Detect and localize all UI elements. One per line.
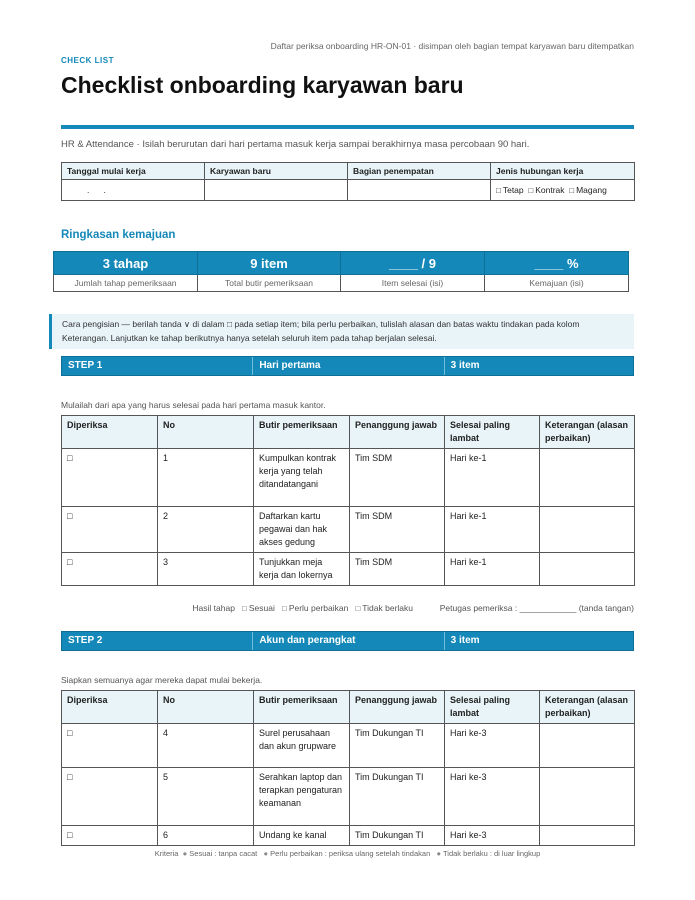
- step-1-label: STEP 1: [62, 357, 253, 375]
- row-deadline: Hari ke-3: [445, 826, 540, 846]
- checkbox-icon: □: [528, 186, 534, 195]
- row-checkbox[interactable]: □: [62, 768, 158, 826]
- summary-completed-label: Item selesai (isi): [341, 275, 485, 292]
- row-deadline: Hari ke-3: [445, 768, 540, 826]
- employment-type-tetap-label: Tetap: [502, 185, 524, 195]
- step-1-count: 3 item: [450, 360, 480, 371]
- summary-stage-count: 3 tahap: [54, 252, 198, 275]
- criteria-label: Kriteria: [154, 849, 179, 858]
- row-number: 6: [158, 826, 254, 846]
- criteria-item-sesuai: Sesuai : tanpa cacat: [189, 849, 258, 858]
- summary-progress-field[interactable]: ____ %: [485, 252, 629, 275]
- col-header-deadline: Selesai paling lambat: [445, 416, 540, 449]
- row-item: Daftarkan kartu pegawai dan hak akses gedung: [254, 507, 350, 553]
- checkbox-icon: □: [496, 186, 501, 195]
- row-deadline: Hari ke-1: [445, 507, 540, 553]
- col-header-note: Keterangan (alasan perbaikan): [540, 416, 635, 449]
- checkbox-icon: □: [569, 186, 575, 195]
- employee-info-table: [61, 162, 635, 201]
- row-checkbox[interactable]: □: [62, 507, 158, 553]
- employment-type-magang-option[interactable]: [569, 185, 607, 195]
- criteria-footer: [0, 849, 695, 858]
- row-owner: Tim Dukungan TI: [350, 826, 445, 846]
- col-header-checked: Diperiksa: [62, 691, 158, 724]
- result-label: Hasil tahap: [192, 603, 235, 613]
- page-subtitle: HR & Attendance · Isilah berurutan dari hari pertama masuk kerja sampai berakhirnya masa percobaan 90 hari.: [61, 139, 530, 150]
- table-row: [62, 768, 635, 826]
- result-option-sesuai[interactable]: [242, 603, 275, 613]
- checkbox-icon: □: [355, 604, 361, 613]
- instructions-note: Cara pengisian — berilah tanda ∨ di dalam □ pada setiap item; bila perlu perbaikan, tulislah alasan dan batas waktu tindakan pada kolom Keterangan. Lanjutkan ke tahap berikutnya hanya setelah seluruh item pada tahap berjalan selesai.: [49, 314, 634, 349]
- col-header-no: No: [158, 416, 254, 449]
- bullet-icon: ●: [182, 849, 188, 858]
- row-item: Kumpulkan kontrak kerja yang telah ditandatangani: [254, 449, 350, 507]
- row-note-field[interactable]: [540, 449, 635, 507]
- row-checkbox[interactable]: □: [62, 553, 158, 586]
- row-note-field[interactable]: [540, 553, 635, 586]
- summary-item-count: 9 item: [198, 252, 341, 275]
- checkbox-icon: □: [242, 604, 247, 613]
- row-item: Surel perusahaan dan akun grupware: [254, 724, 350, 768]
- step-1-name: Hari pertama: [253, 357, 444, 375]
- employment-type-magang-label: Magang: [576, 185, 607, 195]
- step-2-label: STEP 2: [62, 632, 253, 650]
- table-row: [62, 826, 635, 846]
- employee-name-field[interactable]: [205, 180, 348, 201]
- progress-summary-table: [53, 251, 629, 292]
- row-number: 5: [158, 768, 254, 826]
- employment-type-kontrak-label: Kontrak: [535, 185, 565, 195]
- step-2-name: Akun dan perangkat: [253, 632, 444, 650]
- table-row: [62, 449, 635, 507]
- row-owner: Tim Dukungan TI: [350, 768, 445, 826]
- row-note-field[interactable]: [540, 826, 635, 846]
- row-deadline: Hari ke-3: [445, 724, 540, 768]
- row-note-field[interactable]: [540, 768, 635, 826]
- start-date-value: . .: [87, 185, 106, 195]
- title-rule: [61, 125, 634, 129]
- col-header-note: Keterangan (alasan perbaikan): [540, 691, 635, 724]
- row-number: 1: [158, 449, 254, 507]
- row-deadline: Hari ke-1: [445, 449, 540, 507]
- start-date-field[interactable]: [62, 180, 205, 201]
- department-field[interactable]: [348, 180, 491, 201]
- col-header-owner: Penanggung jawab: [350, 416, 445, 449]
- eyebrow-label: CHECK LIST: [61, 56, 114, 65]
- table-row: [62, 553, 635, 586]
- row-number: 2: [158, 507, 254, 553]
- row-number: 4: [158, 724, 254, 768]
- table-row: [62, 724, 635, 768]
- criteria-item-perlu-perbaikan: Perlu perbaikan : periksa ulang setelah tindakan: [270, 849, 431, 858]
- summary-completed-field[interactable]: ____ / 9: [341, 252, 485, 275]
- result-option-perlu-perbaikan-label: Perlu perbaikan: [288, 603, 349, 613]
- col-header-item: Butir pemeriksaan: [254, 691, 350, 724]
- row-owner: Tim SDM: [350, 449, 445, 507]
- step-2-count: 3 item: [450, 635, 480, 646]
- result-option-sesuai-label: Sesuai: [248, 603, 275, 613]
- step-1-header: [61, 356, 634, 376]
- page-title: Checklist onboarding karyawan baru: [61, 72, 464, 98]
- col-header-owner: Penanggung jawab: [350, 691, 445, 724]
- result-option-tidak-berlaku-label: Tidak berlaku: [362, 603, 414, 613]
- step-2-description: Siapkan semuanya agar mereka dapat mulai bekerja.: [61, 675, 263, 685]
- row-item: Serahkan laptop dan terapkan pengaturan keamanan: [254, 768, 350, 826]
- row-number: 3: [158, 553, 254, 586]
- step-1-result-line: [61, 603, 634, 613]
- result-option-perlu-perbaikan[interactable]: [282, 603, 348, 613]
- summary-progress-label: Kemajuan (isi): [485, 275, 629, 292]
- bullet-icon: ●: [436, 849, 442, 858]
- row-checkbox[interactable]: □: [62, 826, 158, 846]
- row-note-field[interactable]: [540, 724, 635, 768]
- col-header-checked: Diperiksa: [62, 416, 158, 449]
- row-owner: Tim SDM: [350, 553, 445, 586]
- row-owner: Tim Dukungan TI: [350, 724, 445, 768]
- col-header-deadline: Selesai paling lambat: [445, 691, 540, 724]
- document-code-note: Daftar periksa onboarding HR-ON-01 · disimpan oleh bagian tempat karyawan baru ditempatkan: [270, 41, 634, 51]
- summary-stage-label: Jumlah tahap pemeriksaan: [54, 275, 198, 292]
- col-header-no: No: [158, 691, 254, 724]
- info-header-employment-type: Jenis hubungan kerja: [491, 163, 635, 180]
- criteria-item-tidak-berlaku: Tidak berlaku : di luar lingkup: [443, 849, 541, 858]
- progress-summary-heading: Ringkasan kemajuan: [61, 229, 176, 241]
- summary-item-label: Total butir pemeriksaan: [198, 275, 341, 292]
- row-checkbox[interactable]: □: [62, 449, 158, 507]
- result-option-tidak-berlaku[interactable]: [355, 603, 413, 613]
- info-header-start-date: Tanggal mulai kerja: [62, 163, 205, 180]
- info-header-department: Bagian penempatan: [348, 163, 491, 180]
- row-owner: Tim SDM: [350, 507, 445, 553]
- row-deadline: Hari ke-1: [445, 553, 540, 586]
- row-checkbox[interactable]: □: [62, 724, 158, 768]
- step-1-checklist-table: [61, 415, 635, 586]
- bullet-icon: ●: [263, 849, 269, 858]
- checkbox-icon: □: [281, 604, 287, 613]
- employment-type-tetap-option[interactable]: [496, 185, 524, 195]
- row-item: Tunjukkan meja kerja dan lokernya: [254, 553, 350, 586]
- employment-type-kontrak-option[interactable]: [528, 185, 564, 195]
- employment-type-field: [491, 180, 635, 201]
- table-row: [62, 507, 635, 553]
- step-2-header: [61, 631, 634, 651]
- inspector-signature-field[interactable]: Petugas pemeriksa : ____________ (tanda tangan): [439, 603, 634, 613]
- col-header-item: Butir pemeriksaan: [254, 416, 350, 449]
- row-item: Undang ke kanal: [254, 826, 350, 846]
- row-note-field[interactable]: [540, 507, 635, 553]
- info-header-employee: Karyawan baru: [205, 163, 348, 180]
- step-1-description: Mulailah dari apa yang harus selesai pada hari pertama masuk kantor.: [61, 400, 326, 410]
- step-2-checklist-table: [61, 690, 635, 846]
